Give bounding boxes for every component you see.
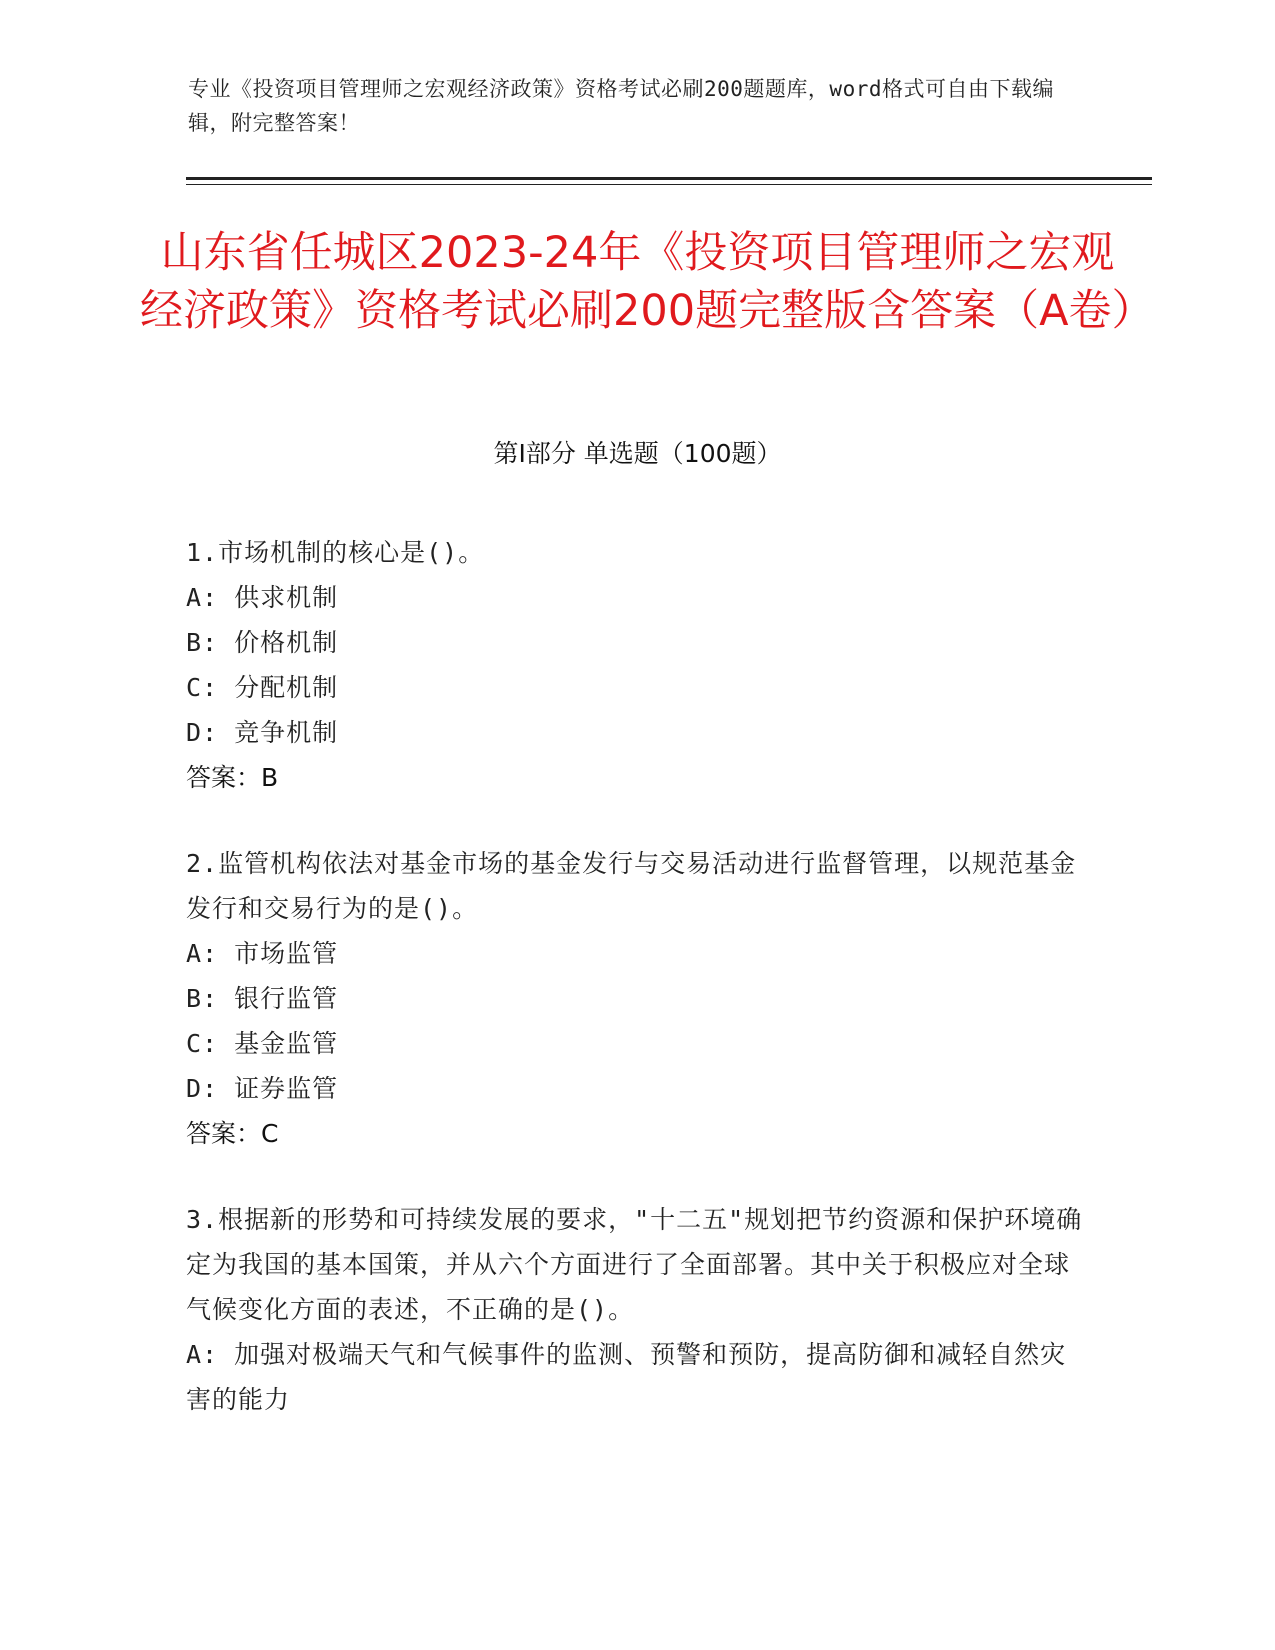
- option-a: A: 供求机制: [186, 583, 339, 612]
- option-b: B: 价格机制: [186, 628, 339, 657]
- question-3: [186, 1197, 1086, 1422]
- option-a: A: 市场监管: [186, 939, 339, 968]
- answer-line: 答案：B: [186, 763, 279, 792]
- question-stem: 3.根据新的形势和可持续发展的要求，"十二五"规划把节约资源和保护环境确定为我国的基本国策，并从六个方面进行了全面部署。其中关于积极应对全球气候变化方面的表述，不正确的是()。: [186, 1205, 1083, 1324]
- option-c: C: 基金监管: [186, 1029, 339, 1058]
- option-b: B: 银行监管: [186, 984, 339, 1013]
- answer-line: 答案：C: [186, 1119, 279, 1148]
- option-d: D: 证券监管: [186, 1074, 339, 1103]
- header-divider-thin: [186, 184, 1152, 185]
- option-d: D: 竞争机制: [186, 718, 339, 747]
- question-1: [186, 530, 1086, 800]
- question-stem: 1.市场机制的核心是()。: [186, 538, 485, 567]
- question-2: [186, 841, 1086, 1156]
- question-stem: 2.监管机构依法对基金市场的基金发行与交易活动进行监督管理，以规范基金发行和交易行为的是()。: [186, 849, 1077, 923]
- header-divider-thick: [186, 177, 1152, 180]
- question-list: [186, 530, 1086, 1463]
- option-a: A: 加强对极端天气和气候事件的监测、预警和预防，提高防御和减轻自然灾害的能力: [186, 1340, 1067, 1414]
- header-note: 专业《投资项目管理师之宏观经济政策》资格考试必刷200题题库，word格式可自由下载编辑，附完整答案！: [188, 77, 1054, 135]
- section-heading: 第Ⅰ部分 单选题（100题）: [493, 439, 782, 468]
- document-title: 山东省任城区2023-24年《投资项目管理师之宏观经济政策》资格考试必刷200题完整版含答案（A卷）: [140, 228, 1155, 336]
- option-c: C: 分配机制: [186, 673, 339, 702]
